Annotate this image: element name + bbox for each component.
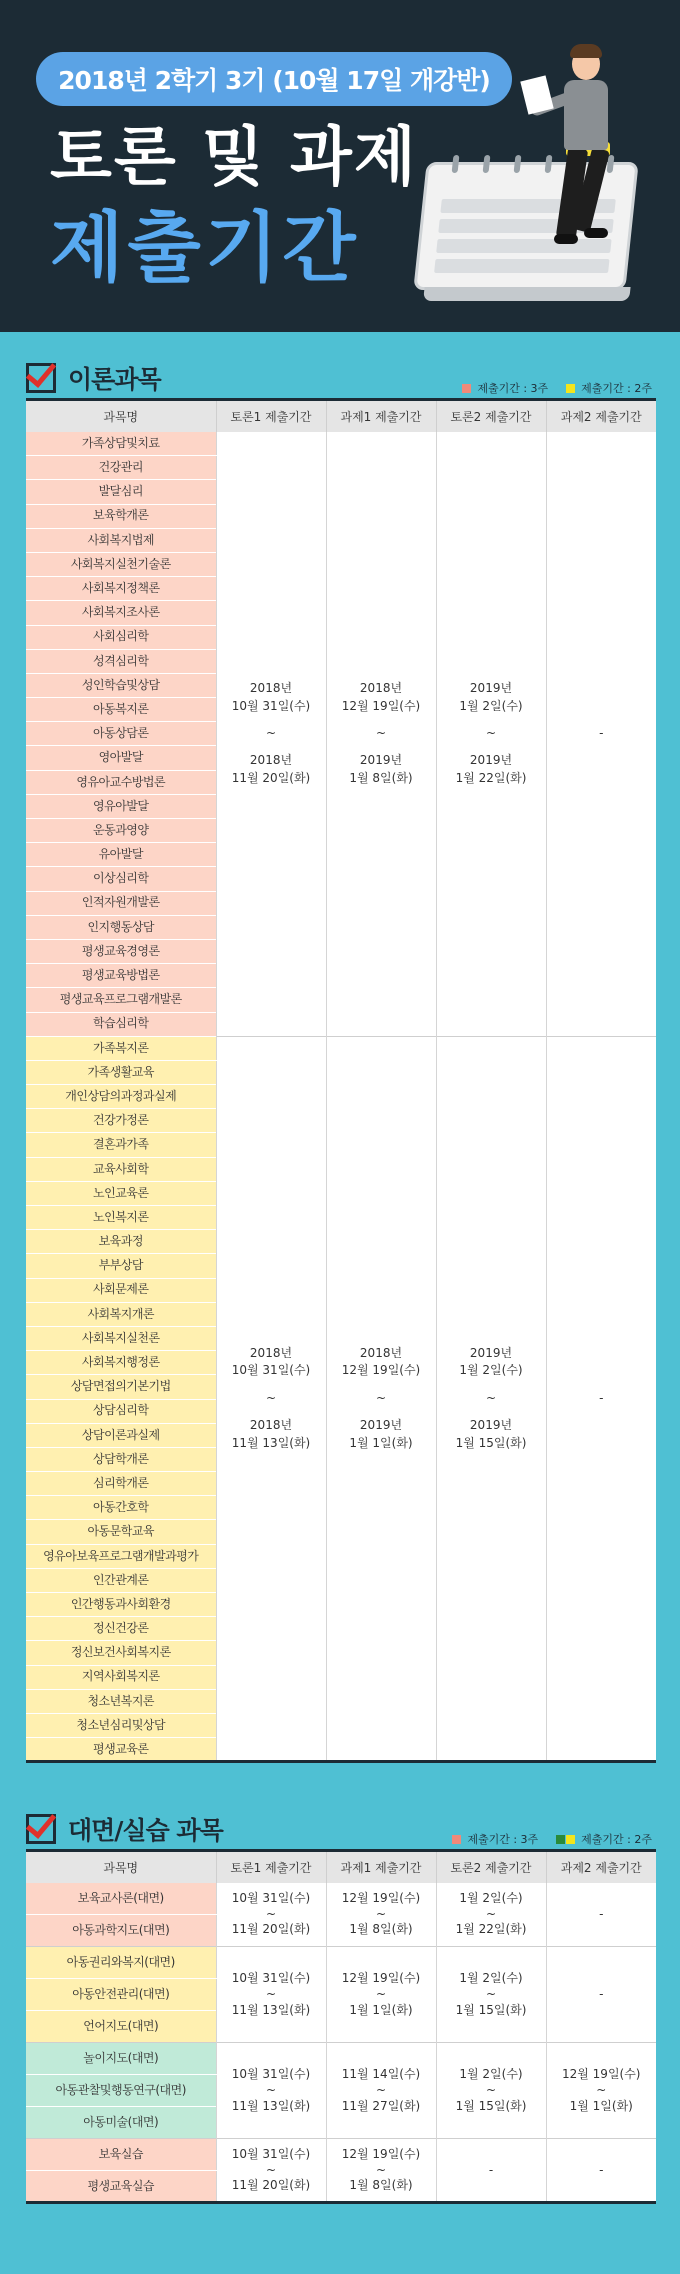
- period-start: 11월 14일(수): [341, 2067, 421, 2082]
- subject-cell: 교육사회학: [26, 1157, 216, 1181]
- period-start-year: 2019년: [469, 681, 513, 696]
- subject-cell: 아동과학지도(대면): [26, 1915, 216, 1947]
- person-illustration: [524, 44, 634, 274]
- subject-cell: 인간관계론: [26, 1568, 216, 1592]
- subject-cell: 영유아보육프로그램개발과평가: [26, 1544, 216, 1568]
- subject-cell: 상담학개론: [26, 1447, 216, 1471]
- subject-cell: 아동미술(대면): [26, 2107, 216, 2139]
- table-row: [26, 1947, 656, 1979]
- period-end: 11월 13일(화): [231, 2098, 311, 2113]
- period-tilde: ~: [265, 1987, 277, 2002]
- period-tilde: ~: [265, 2162, 277, 2177]
- subject-cell: 상담심리학: [26, 1399, 216, 1423]
- header-discussion1: 토론1 제출기간: [216, 1851, 326, 1883]
- legend-label: 제출기간 : 3주: [477, 382, 549, 395]
- subject-cell: 아동간호학: [26, 1496, 216, 1520]
- table-header-row: [26, 1851, 656, 1883]
- subject-cell: 정신건강론: [26, 1617, 216, 1641]
- subject-cell: 인적자원개발론: [26, 891, 216, 915]
- period-cell: [326, 2139, 436, 2203]
- period-cell: [436, 2139, 546, 2203]
- period-tilde: ~: [485, 1390, 497, 1405]
- header-subject: 과목명: [26, 400, 216, 432]
- subject-cell: 건강관리: [26, 456, 216, 480]
- period-end: 1월 22일(화): [455, 770, 527, 785]
- period-tilde: ~: [596, 2083, 607, 2098]
- period-dash: -: [599, 1987, 604, 2002]
- subject-cell: 아동문학교육: [26, 1520, 216, 1544]
- period-start-year: 2018년: [249, 681, 293, 696]
- period-start: 12월 19일(수): [341, 1891, 421, 1906]
- subject-cell: 인지행동상담: [26, 915, 216, 939]
- subject-cell: 아동권리와복지(대면): [26, 1947, 216, 1979]
- hero-title: 토론 및 과제: [50, 121, 418, 195]
- period-tilde: ~: [265, 2083, 277, 2098]
- legend-item: [452, 1831, 538, 1847]
- subject-cell: 놀이지도(대면): [26, 2043, 216, 2075]
- table-row: [26, 432, 656, 456]
- subject-cell: 아동관찰및행동연구(대면): [26, 2075, 216, 2107]
- period-start: 10월 31일(수): [231, 2067, 311, 2082]
- period-cell: [216, 1036, 326, 1762]
- legend-swatch-pink: [452, 1835, 461, 1844]
- table-header-row: [26, 400, 656, 432]
- section-title: 이론과목: [68, 365, 161, 394]
- subject-cell: 사회복지실천기술론: [26, 552, 216, 576]
- subject-cell: 평생교육실습: [26, 2171, 216, 2203]
- practice-table: [26, 1849, 656, 2204]
- section-title: 대면/실습 과목: [68, 1816, 223, 1846]
- header-assignment1: 과제1 제출기간: [326, 400, 436, 432]
- period-end: 1월 8일(화): [349, 1922, 413, 1937]
- period-tilde: ~: [375, 1390, 387, 1405]
- period-end-year: 2019년: [469, 1418, 513, 1433]
- period-dash: -: [599, 2162, 604, 2177]
- subject-cell: 상담이론과실제: [26, 1423, 216, 1447]
- period-cell: [546, 1883, 656, 1947]
- period-start: 10월 31일(수): [231, 1971, 311, 1986]
- legend-swatch-yellow: [566, 384, 575, 393]
- period-end: 1월 22일(화): [455, 1922, 527, 1937]
- subject-cell: 평생교육경영론: [26, 939, 216, 963]
- period-end: 11월 13일(화): [231, 2002, 311, 2017]
- subject-cell: 인간행동과사회환경: [26, 1593, 216, 1617]
- period-cell: [326, 1036, 436, 1762]
- header-assignment2: 과제2 제출기간: [546, 1851, 656, 1883]
- period-start: 12월 19일(수): [341, 1363, 421, 1378]
- period-cell: [326, 1947, 436, 2043]
- subject-cell: 학습심리학: [26, 1012, 216, 1036]
- period-start: 12월 19일(수): [341, 1971, 421, 1986]
- legend-label: 제출기간 : 2주: [581, 382, 652, 395]
- subject-cell: 사회문제론: [26, 1278, 216, 1302]
- period-end-year: 2018년: [249, 753, 293, 768]
- subject-cell: 부부상담: [26, 1254, 216, 1278]
- header-subject: 과목명: [26, 1851, 216, 1883]
- period-end: 11월 20일(화): [231, 770, 311, 785]
- subject-cell: 사회복지정책론: [26, 577, 216, 601]
- period-cell: [436, 1036, 546, 1762]
- subject-cell: 결혼과가족: [26, 1133, 216, 1157]
- subject-cell: 청소년심리및상담: [26, 1713, 216, 1737]
- subject-cell: 노인교육론: [26, 1181, 216, 1205]
- period-tilde: ~: [375, 725, 387, 740]
- period-start-year: 2018년: [359, 1346, 403, 1361]
- period-cell: [546, 2043, 656, 2139]
- period-start-year: 2018년: [249, 1346, 293, 1361]
- period-start: 10월 31일(수): [231, 1363, 311, 1378]
- subject-cell: 사회복지행정론: [26, 1351, 216, 1375]
- period-tilde: ~: [265, 1906, 277, 1921]
- period-end: 1월 8일(화): [349, 2178, 413, 2193]
- subject-cell: 아동안전관리(대면): [26, 1979, 216, 2011]
- subject-cell: 운동과영양: [26, 819, 216, 843]
- period-cell: [436, 2043, 546, 2139]
- period-dash: -: [599, 1390, 604, 1405]
- period-tilde: ~: [265, 725, 277, 740]
- subject-cell: 영아발달: [26, 746, 216, 770]
- period-end: 1월 1일(화): [349, 2002, 413, 2017]
- subject-cell: 사회복지실천론: [26, 1326, 216, 1350]
- table-row: [26, 2139, 656, 2171]
- subject-cell: 보육과정: [26, 1230, 216, 1254]
- subject-cell: 아동복지론: [26, 698, 216, 722]
- subject-cell: 보육교사론(대면): [26, 1883, 216, 1915]
- period-tilde: ~: [265, 1390, 277, 1405]
- period-cell: [216, 2043, 326, 2139]
- period-start: 1월 2일(수): [459, 1971, 523, 1986]
- subject-cell: 발달심리: [26, 480, 216, 504]
- subject-cell: 건강가정론: [26, 1109, 216, 1133]
- legend-swatch-pink: [462, 384, 471, 393]
- period-end: 1월 15일(화): [455, 1435, 527, 1450]
- subject-cell: 가족상담및치료: [26, 432, 216, 456]
- period-end: 11월 20일(화): [231, 1922, 311, 1937]
- period-cell: [546, 2139, 656, 2203]
- period-dash: -: [599, 725, 604, 740]
- period-dash: -: [599, 1906, 604, 1921]
- hero-banner: [0, 0, 680, 332]
- period-cell: [436, 432, 546, 1037]
- period-end: 11월 13일(화): [231, 1435, 311, 1450]
- period-end: 1월 8일(화): [349, 770, 413, 785]
- subject-cell: 노인복지론: [26, 1206, 216, 1230]
- period-start-year: 2018년: [359, 681, 403, 696]
- period-cell: [546, 1036, 656, 1762]
- period-cell: [546, 1947, 656, 2043]
- subject-cell: 청소년복지론: [26, 1689, 216, 1713]
- subject-cell: 사회복지개론: [26, 1302, 216, 1326]
- period-tilde: ~: [485, 725, 497, 740]
- period-cell: [216, 2139, 326, 2203]
- header-discussion1: 토론1 제출기간: [216, 400, 326, 432]
- period-cell: [326, 2043, 436, 2139]
- header-discussion2: 토론2 제출기간: [436, 1851, 546, 1883]
- legend-swatch-yellow: [566, 1835, 575, 1844]
- theory-table: [26, 398, 656, 1763]
- period-start: 1월 2일(수): [459, 2067, 523, 2082]
- subject-cell: 아동상담론: [26, 722, 216, 746]
- period-start: 1월 2일(수): [459, 698, 523, 713]
- subject-cell: 가족생활교육: [26, 1060, 216, 1084]
- subject-cell: 상담면접의기본기법: [26, 1375, 216, 1399]
- period-end-year: 2019년: [469, 753, 513, 768]
- header-discussion2: 토론2 제출기간: [436, 400, 546, 432]
- checkbox-icon: [26, 1814, 56, 1844]
- legend-swatch-green: [556, 1835, 565, 1844]
- period-end: 11월 27일(화): [341, 2098, 421, 2113]
- subject-cell: 정신보건사회복지론: [26, 1641, 216, 1665]
- table-row: [26, 2043, 656, 2075]
- period-end-year: 2019년: [359, 753, 403, 768]
- checkbox-icon: [26, 363, 56, 393]
- period-tilde: ~: [485, 1906, 497, 1921]
- subject-cell: 보육실습: [26, 2139, 216, 2171]
- subject-cell: 지역사회복지론: [26, 1665, 216, 1689]
- period-tilde: ~: [375, 1906, 387, 1921]
- legend-item: [556, 1831, 652, 1847]
- subject-cell: 심리학개론: [26, 1472, 216, 1496]
- period-end-year: 2019년: [359, 1418, 403, 1433]
- legend-label: 제출기간 : 3주: [467, 1833, 539, 1847]
- theory-section: [0, 332, 680, 1763]
- practice-section: [0, 1783, 680, 2204]
- legend-item: [462, 380, 548, 396]
- period-cell: [216, 1947, 326, 2043]
- subject-cell: 사회복지법제: [26, 528, 216, 552]
- period-tilde: ~: [375, 2083, 387, 2098]
- subject-cell: 평생교육론: [26, 1738, 216, 1762]
- table-row: [26, 1036, 656, 1060]
- subject-cell: 영유아교수방법론: [26, 770, 216, 794]
- period-cell: [436, 1947, 546, 2043]
- table-row: [26, 1883, 656, 1915]
- period-cell: [436, 1883, 546, 1947]
- period-tilde: ~: [485, 1987, 497, 2002]
- period-cell: [326, 432, 436, 1037]
- legend-label: 제출기간 : 2주: [581, 1833, 652, 1847]
- period-cell: [326, 1883, 436, 1947]
- period-dash: -: [488, 2162, 494, 2177]
- subject-cell: 가족복지론: [26, 1036, 216, 1060]
- period-end: 11월 20일(화): [231, 2178, 311, 2193]
- period-cell: [216, 1883, 326, 1947]
- period-end: 1월 1일(화): [569, 2098, 633, 2113]
- period-start: 10월 31일(수): [231, 2146, 311, 2161]
- subject-cell: 개인상담의과정과실제: [26, 1085, 216, 1109]
- period-end-year: 2018년: [249, 1418, 293, 1433]
- period-end: 1월 15일(화): [455, 2002, 527, 2017]
- period-start: 1월 2일(수): [459, 1891, 523, 1906]
- header-assignment2: 과제2 제출기간: [546, 400, 656, 432]
- subject-cell: 평생교육프로그램개발론: [26, 988, 216, 1012]
- legend-item: [566, 380, 652, 396]
- period-tilde: ~: [375, 2162, 387, 2177]
- term-pill: 2018년 2학기 3기 (10월 17일 개강반): [36, 52, 512, 106]
- subject-cell: 성인학습및상담: [26, 673, 216, 697]
- subject-cell: 사회심리학: [26, 625, 216, 649]
- legend: [444, 380, 652, 396]
- period-start: 10월 31일(수): [231, 1891, 311, 1906]
- subject-cell: 보육학개론: [26, 504, 216, 528]
- period-start-year: 2019년: [469, 1346, 513, 1361]
- period-tilde: ~: [485, 2083, 497, 2098]
- subject-cell: 유아발달: [26, 843, 216, 867]
- period-start: 12월 19일(수): [341, 2146, 421, 2161]
- period-cell: [216, 432, 326, 1037]
- subject-cell: 평생교육방법론: [26, 964, 216, 988]
- subject-cell: 영유아발달: [26, 794, 216, 818]
- legend: [434, 1831, 652, 1847]
- period-tilde: ~: [375, 1987, 387, 2002]
- period-start: 10월 31일(수): [231, 698, 311, 713]
- subject-cell: 언어지도(대면): [26, 2011, 216, 2043]
- period-cell: [546, 432, 656, 1037]
- subject-cell: 이상심리학: [26, 867, 216, 891]
- header-assignment1: 과제1 제출기간: [326, 1851, 436, 1883]
- period-start: 12월 19일(수): [341, 698, 421, 713]
- period-end: 1월 15일(화): [455, 2098, 527, 2113]
- period-start: 1월 2일(수): [459, 1363, 523, 1378]
- subject-cell: 성격심리학: [26, 649, 216, 673]
- period-end: 1월 1일(화): [349, 1435, 413, 1450]
- hero-subtitle: 제출기간: [50, 203, 360, 292]
- period-start: 12월 19일(수): [562, 2067, 641, 2082]
- subject-cell: 사회복지조사론: [26, 601, 216, 625]
